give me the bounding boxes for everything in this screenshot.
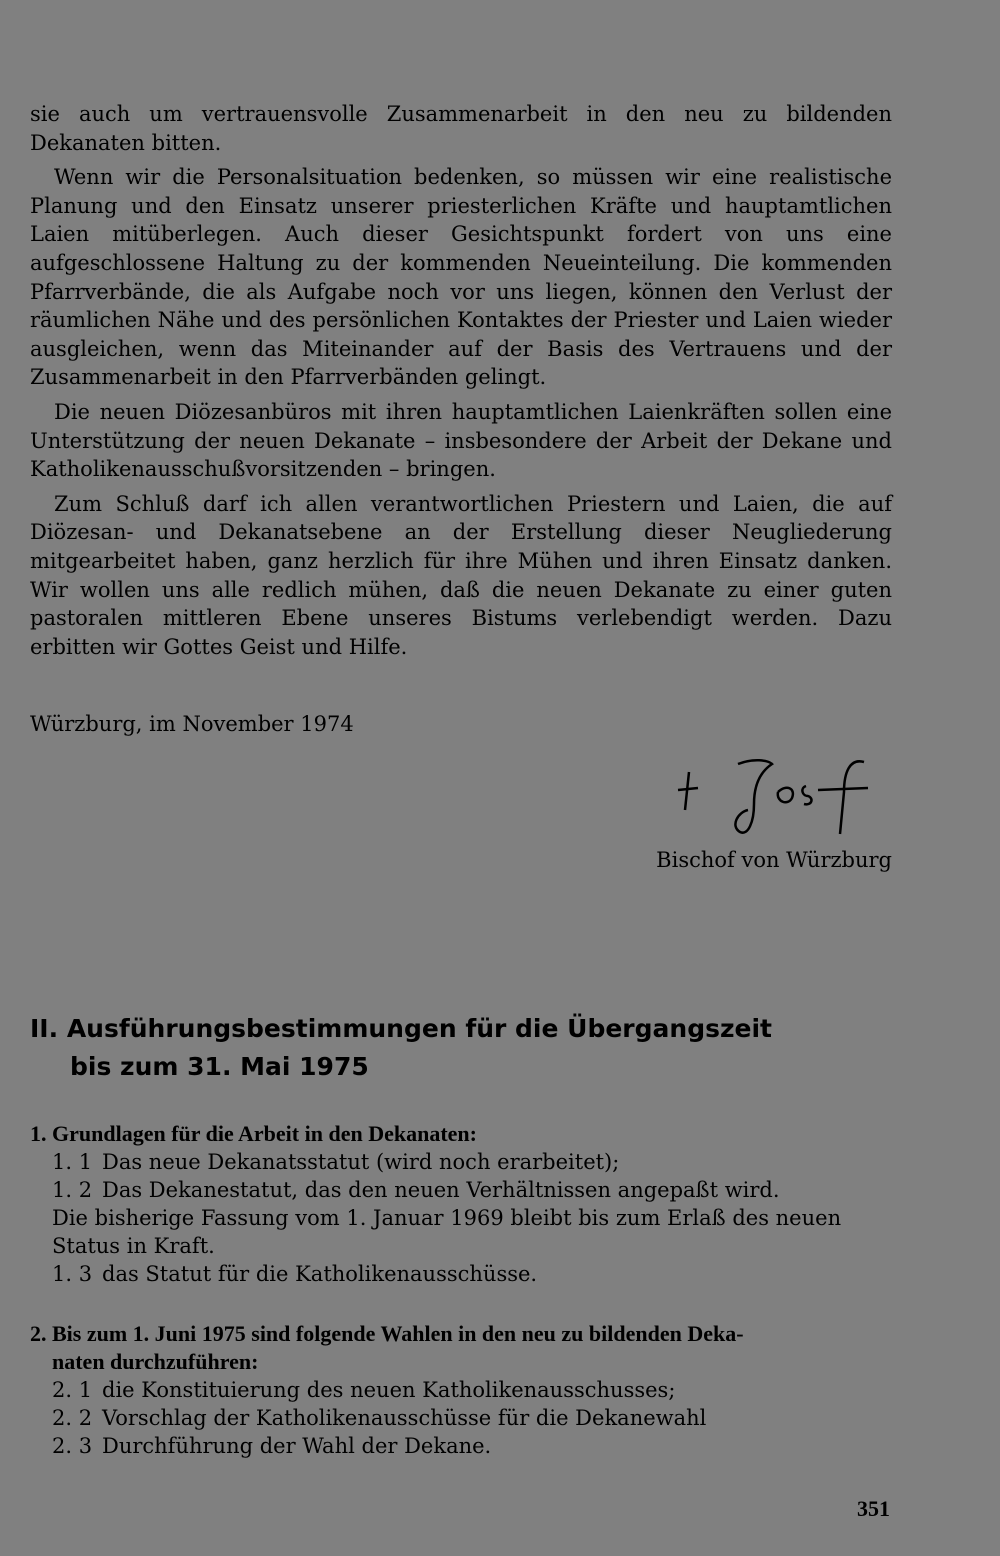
subsection-number: 1. — [30, 1121, 47, 1146]
subsection-title: Bis zum 1. Juni 1975 sind folgende Wahlen in den neu zu bildenden Deka- — [52, 1321, 744, 1346]
section-title-line2: bis zum 31. Mai 1975 — [70, 1052, 369, 1081]
list-item — [30, 1404, 892, 1432]
item-text: Durchführung der Wahl der Dekane. — [102, 1434, 492, 1458]
list-item — [30, 1376, 892, 1404]
section-title-line1: Ausführungsbestimmungen für die Übergangszeit — [66, 1014, 773, 1043]
list-item — [30, 1176, 892, 1204]
subsection-title: Grundlagen für die Arbeit in den Dekanaten: — [52, 1121, 477, 1146]
list-item — [30, 1432, 892, 1460]
item-text: Das neue Dekanatsstatut (wird noch erarbeitet); — [102, 1150, 620, 1174]
page-number: 351 — [857, 1496, 890, 1521]
place-date: Würzburg, im November 1974 — [30, 712, 354, 736]
subsection-heading — [30, 1320, 892, 1376]
item-number: 1. 3 — [52, 1262, 93, 1286]
item-text: Das Dekanestatut, das den neuen Verhältnissen angepaßt wird. — [102, 1178, 780, 1202]
signature-caption: Bischof von Würzburg — [656, 848, 892, 872]
subsection-heading — [30, 1120, 892, 1148]
item-text: Die bisherige Fassung vom 1. Januar 1969 bleibt bis zum Erlaß des neuen Status in Kraft. — [52, 1206, 842, 1258]
section-heading — [30, 1010, 772, 1086]
item-text: die Konstituierung des neuen Katholikenausschusses; — [102, 1378, 676, 1402]
item-text: Vorschlag der Katholikenausschüsse für die Dekanewahl — [102, 1406, 707, 1430]
item-number: 2. 2 — [52, 1406, 93, 1430]
paragraph: sie auch um vertrauensvolle Zusammenarbeit in den neu zu bildenden Dekanaten bitten. — [30, 102, 892, 155]
list-item-continuation — [30, 1204, 892, 1260]
signature — [668, 752, 878, 842]
subsection-1 — [30, 1120, 892, 1288]
subsection-number: 2. — [30, 1321, 47, 1346]
item-number: 1. 1 — [52, 1150, 93, 1174]
list-item — [30, 1148, 892, 1176]
section-number: II. — [30, 1014, 59, 1043]
paragraph: Die neuen Diözesanbüros mit ihren hauptamtlichen Laienkräften sollen eine Unterstützung der neuen Dekanate – insbesondere der Arbeit der Dekane und Katholikenausschußvorsitzenden – bringen. — [30, 399, 892, 482]
item-number: 1. 2 — [52, 1178, 93, 1202]
paragraph: Wenn wir die Personalsituation bedenken, so müssen wir eine realistische Planung und den Einsatz unserer priesterlichen Kräfte und hauptamtlichen Laien mitüberlegen. Auch dieser Gesichtspunkt fordert von uns eine aufgeschlossene Haltung zu der kommenden Neueinteilung. Die kommenden Pfarrverbände, die als Aufgabe noch vor uns liegen, können den Verlust der räumlichen Nähe und des persönlichen Kontaktes der Priester und Laien wieder ausgleichen, wenn das Miteinander auf der Basis des Vertrauens und der Zusammenarbeit in den Pfarrverbänden gelingt. — [30, 165, 892, 390]
subsection-title-cont: naten durchzuführen: — [52, 1349, 259, 1374]
item-text: das Statut für die Katholikenausschüsse. — [102, 1262, 538, 1286]
list-item — [30, 1260, 892, 1288]
body-text — [30, 100, 892, 667]
item-number: 2. 3 — [52, 1434, 93, 1458]
item-number: 2. 1 — [52, 1378, 93, 1402]
subsection-2 — [30, 1320, 892, 1460]
paragraph: Zum Schluß darf ich allen verantwortlichen Priestern und Laien, die auf Diözesan- und Dekanatsebene an der Erstellung dieser Neugliederung mitgearbeitet haben, ganz herzlich für ihre Mühen und ihren Einsatz danken. Wir wollen uns alle redlich mühen, daß die neuen Dekanate zu einer guten pastoralen mittleren Ebene unseres Bistums verlebendigt werden. Dazu erbitten wir Gottes Geist und Hilfe. — [30, 491, 892, 659]
